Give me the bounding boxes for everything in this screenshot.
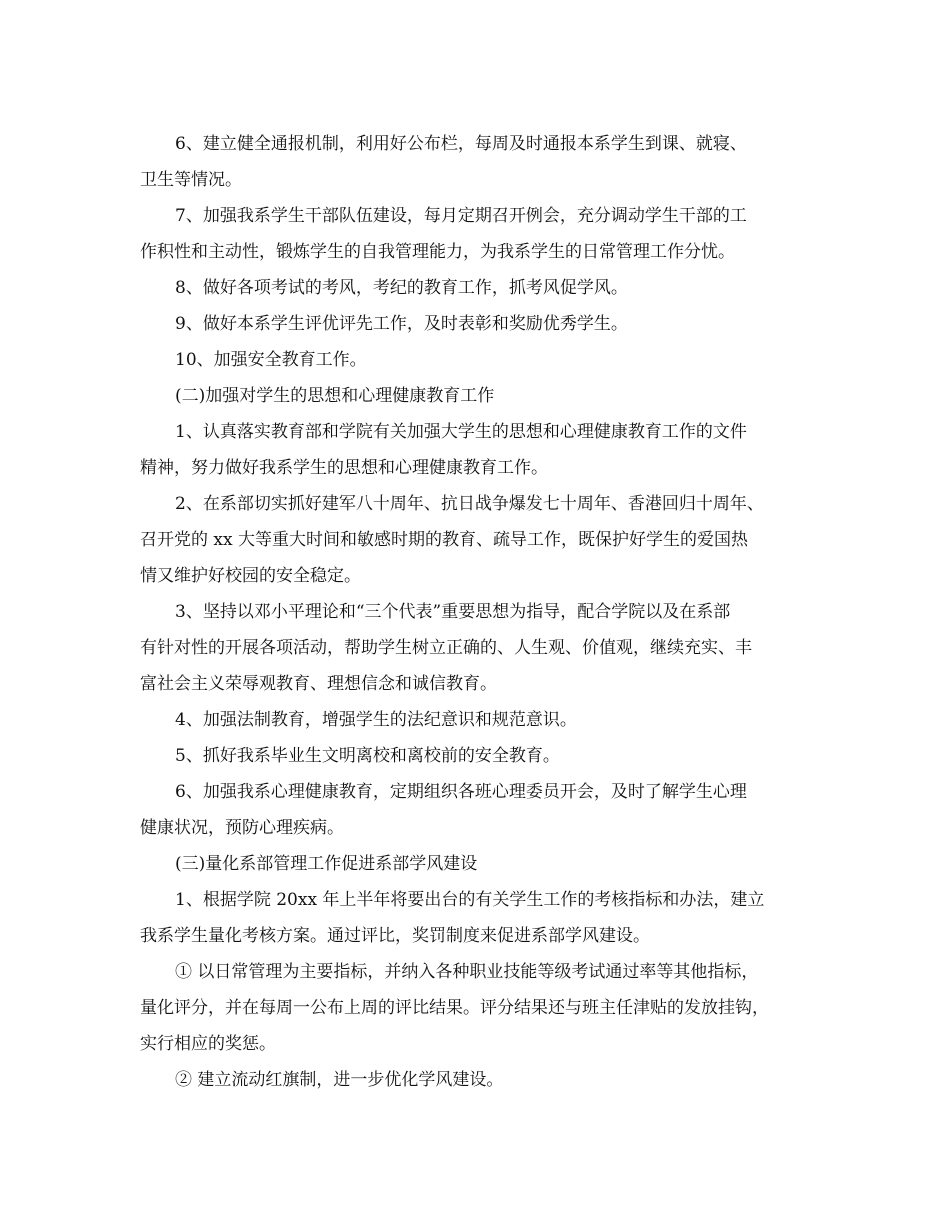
text-line: 5、抓好我系毕业生文明离校和离校前的安全教育。 (175, 746, 560, 766)
text-line: 10、加强安全教育工作。 (175, 350, 367, 370)
text-line: 1、根据学院 20xx 年上半年将要出台的有关学生工作的考核指标和办法，建立 (175, 890, 765, 910)
text-line: 3、坚持以邓小平理论和“三个代表”重要思想为指导，配合学院以及在系部 (175, 602, 731, 622)
text-line: 实行相应的奖惩。 (140, 1034, 276, 1054)
text-line: 7、加强我系学生干部队伍建设，每月定期召开例会，充分调动学生干部的工 (175, 206, 747, 226)
text-line: 有针对性的开展各项活动，帮助学生树立正确的、人生观、价值观，继续充实、丰 (140, 638, 752, 658)
text-line: ① 以日常管理为主要指标，并纳入各种职业技能等级考试通过率等其他指标， (175, 962, 759, 982)
text-line: 2、在系部切实抓好建军八十周年、抗日战争爆发七十周年、香港回归十周年、 (175, 494, 764, 514)
text-line: 4、加强法制教育，增强学生的法纪意识和规范意识。 (175, 710, 577, 730)
text-line: 1、认真落实教育部和学院有关加强大学生的思想和心理健康教育工作的文件 (175, 422, 747, 442)
text-line: 6、建立健全通报机制，利用好公布栏，每周及时通报本系学生到课、就寝、 (175, 134, 747, 154)
text-line: 作积性和主动性，锻炼学生的自我管理能力，为我系学生的日常管理工作分忧。 (140, 242, 735, 262)
text-line: 召开党的 xx 大等重大时间和敏感时期的教育、疏导工作，既保护好学生的爱国热 (140, 530, 748, 550)
text-line: (二)加强对学生的思想和心理健康教育工作 (175, 386, 495, 406)
text-line: 精神，努力做好我系学生的思想和心理健康教育工作。 (140, 458, 548, 478)
text-line: 量化评分，并在每周一公布上周的评比结果。评分结果还与班主任津贴的发放挂钩， (140, 998, 769, 1018)
text-line: 富社会主义荣辱观教育、理想信念和诚信教育。 (140, 674, 497, 694)
text-line: ② 建立流动红旗制，进一步优化学风建设。 (175, 1070, 504, 1090)
text-line: 我系学生量化考核方案。通过评比，奖罚制度来促进系部学风建设。 (140, 926, 650, 946)
text-line: 6、加强我系心理健康教育，定期组织各班心理委员开会，及时了解学生心理 (175, 782, 747, 802)
text-line: 情又维护好校园的安全稳定。 (140, 566, 361, 586)
text-line: 9、做好本系学生评优评先工作，及时表彰和奖励优秀学生。 (175, 314, 628, 334)
document-body (140, 126, 840, 1098)
text-line: 8、做好各项考试的考风，考纪的教育工作，抓考风促学风。 (175, 278, 628, 298)
text-line: 健康状况，预防心理疾病。 (140, 818, 344, 838)
text-line: (三)量化系部管理工作促进系部学风建设 (175, 854, 478, 874)
text-line: 卫生等情况。 (140, 170, 242, 190)
